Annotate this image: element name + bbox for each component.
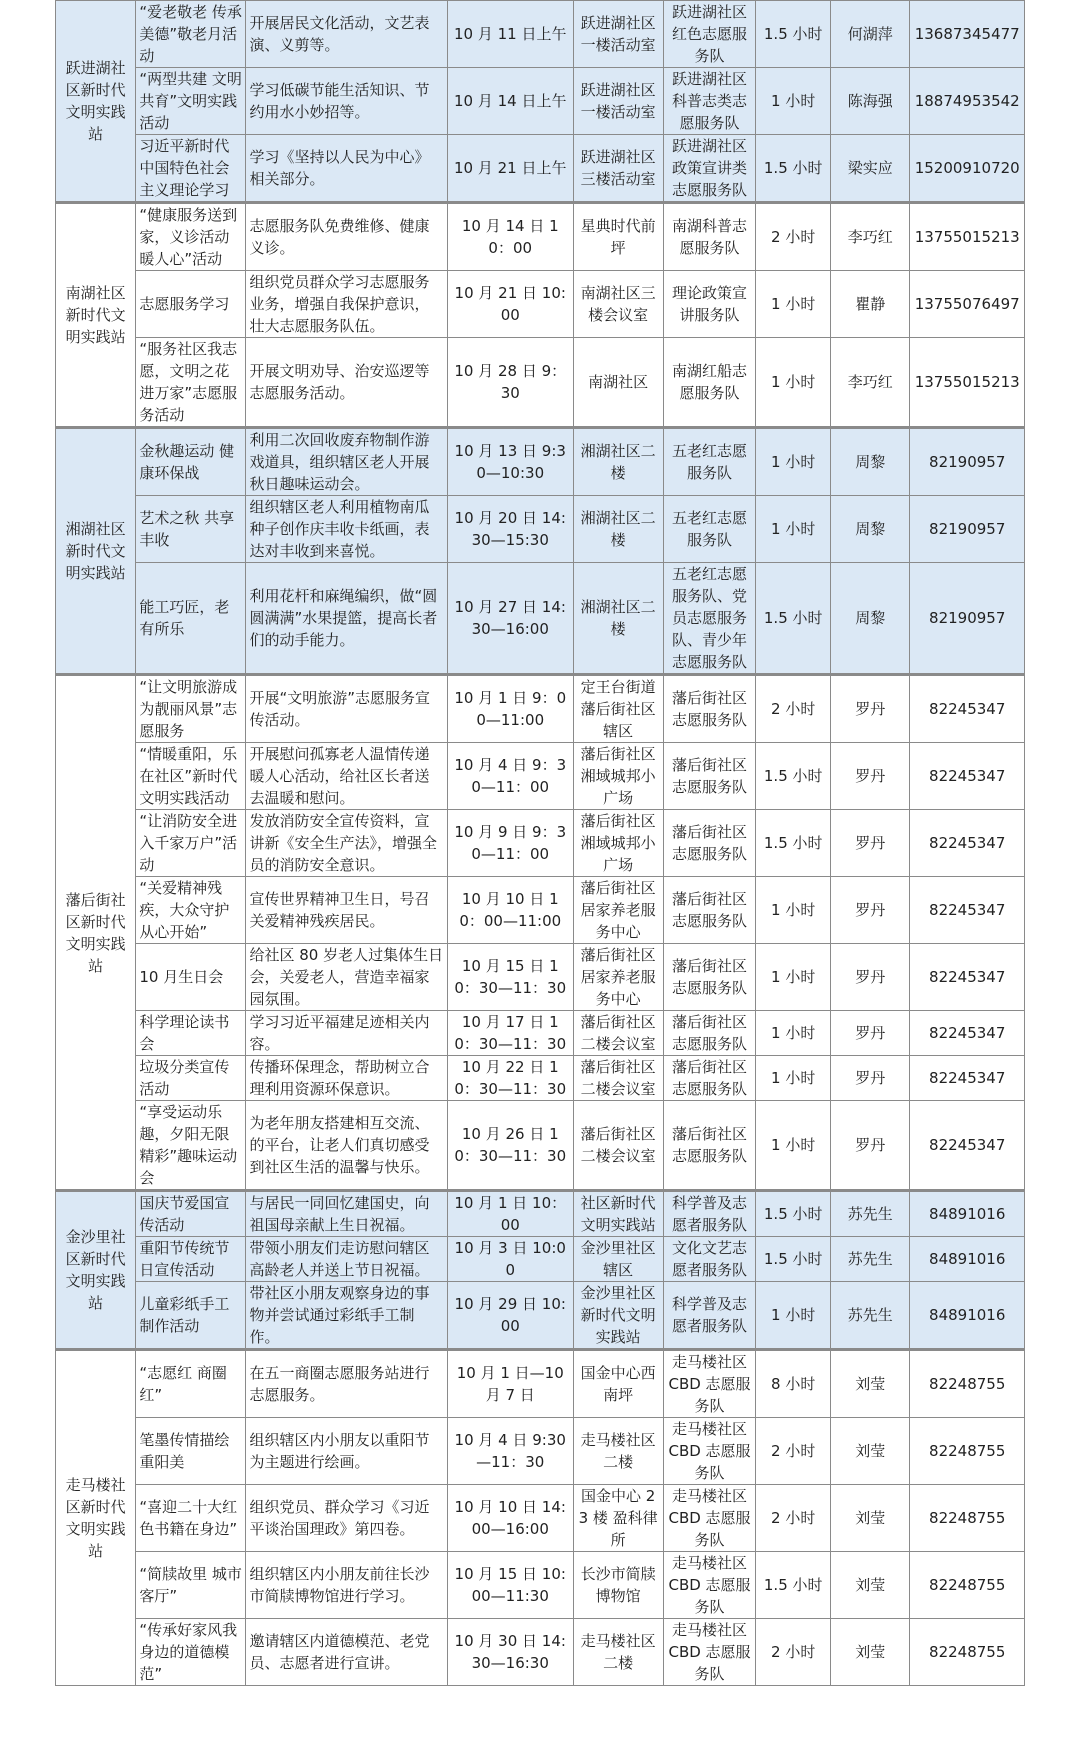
activity-time: 10 月 4 日 9:30—11：30 <box>447 1418 573 1485</box>
activity-content: 带社区小朋友观察身边的事物并尝试通过彩纸手工制作。 <box>246 1282 448 1350</box>
activity-place: 国金中心 23 楼 盈科律所 <box>573 1485 663 1552</box>
service-team: 藩后街社区志愿服务队 <box>663 1011 755 1056</box>
activity-duration: 1.5 小时 <box>756 135 831 203</box>
contact-phone: 15200910720 <box>910 135 1025 203</box>
contact-phone: 13755076497 <box>910 271 1025 338</box>
activity-duration: 1 小时 <box>756 1101 831 1191</box>
service-team: 跃进湖社区科普志类志愿服务队 <box>663 68 755 135</box>
activity-time: 10 月 28 日 9：30 <box>447 338 573 428</box>
contact-phone: 82245347 <box>910 1056 1025 1101</box>
activity-place: 藩后街社区二楼会议室 <box>573 1011 663 1056</box>
activity-name: 习近平新时代中国特色社会主义理论学习 <box>136 135 246 203</box>
table-row <box>56 1191 1025 1237</box>
service-team: 科学普及志愿者服务队 <box>663 1282 755 1350</box>
service-team: 科学普及志愿者服务队 <box>663 1191 755 1237</box>
contact-person: 罗丹 <box>831 743 910 810</box>
activity-time: 10 月 1 日 10：00 <box>447 1191 573 1237</box>
contact-person: 罗丹 <box>831 944 910 1011</box>
station-name: 南湖社区新时代文明实践站 <box>56 203 136 428</box>
table-row <box>56 1485 1025 1552</box>
activity-content: 组织辖区老人利用植物南瓜种子创作庆丰收卡纸画，表达对丰收到来喜悦。 <box>246 496 448 563</box>
table-row <box>56 1056 1025 1101</box>
service-team: 藩后街社区志愿服务队 <box>663 877 755 944</box>
activity-duration: 8 小时 <box>756 1350 831 1418</box>
station-name: 藩后街社区新时代文明实践站 <box>56 675 136 1191</box>
table-row <box>56 68 1025 135</box>
contact-person: 罗丹 <box>831 810 910 877</box>
contact-phone: 82245347 <box>910 1011 1025 1056</box>
activity-time: 10 月 15 日 10:00—11:30 <box>447 1552 573 1619</box>
activity-content: 学习低碳节能生活知识、节约用水小妙招等。 <box>246 68 448 135</box>
contact-phone: 84891016 <box>910 1191 1025 1237</box>
table-row <box>56 944 1025 1011</box>
contact-phone: 82245347 <box>910 877 1025 944</box>
activity-content: 给社区 80 岁老人过集体生日会，关爱老人，营造幸福家园氛围。 <box>246 944 448 1011</box>
activity-duration: 2 小时 <box>756 1418 831 1485</box>
activity-place: 藩后街社区二楼会议室 <box>573 1101 663 1191</box>
activity-content: 利用二次回收废弃物制作游戏道具，组织辖区老人开展秋日趣味运动会。 <box>246 428 448 496</box>
contact-phone: 18874953542 <box>910 68 1025 135</box>
activity-time: 10 月 20 日 14:30—15:30 <box>447 496 573 563</box>
activity-time: 10 月 30 日 14:30—16:30 <box>447 1619 573 1686</box>
activity-duration: 1 小时 <box>756 428 831 496</box>
contact-person: 陈海强 <box>831 68 910 135</box>
activity-time: 10 月 21 日 10:00 <box>447 271 573 338</box>
activity-duration: 1 小时 <box>756 496 831 563</box>
contact-person: 罗丹 <box>831 1011 910 1056</box>
activity-place: 藩后街社区居家养老服务中心 <box>573 877 663 944</box>
contact-phone: 82245347 <box>910 1101 1025 1191</box>
contact-phone: 82248755 <box>910 1552 1025 1619</box>
activity-content: 组织党员群众学习志愿服务业务，增强自我保护意识，壮大志愿服务队伍。 <box>246 271 448 338</box>
activity-content: 开展慰问孤寡老人温情传递暖人心活动，给社区长者送去温暖和慰问。 <box>246 743 448 810</box>
service-team: 理论政策宣讲服务队 <box>663 271 755 338</box>
service-team: 五老红志愿服务队、党员志愿服务队、青少年志愿服务队 <box>663 563 755 675</box>
activity-place: 国金中心西南坪 <box>573 1350 663 1418</box>
activity-time: 10 月 27 日 14:30—16:00 <box>447 563 573 675</box>
activity-content: 邀请辖区内道德模范、老党员、志愿者进行宣讲。 <box>246 1619 448 1686</box>
activity-place: 湘湖社区二楼 <box>573 496 663 563</box>
activity-name: 垃圾分类宣传活动 <box>136 1056 246 1101</box>
activity-place: 跃进湖社区一楼活动室 <box>573 68 663 135</box>
table-row <box>56 1 1025 68</box>
activity-time: 10 月 4 日 9：30—11：00 <box>447 743 573 810</box>
contact-phone: 82245347 <box>910 944 1025 1011</box>
activity-time: 10 月 29 日 10:00 <box>447 1282 573 1350</box>
table-row <box>56 1237 1025 1282</box>
activity-name: “志愿红 商圈红” <box>136 1350 246 1418</box>
contact-phone: 82190957 <box>910 428 1025 496</box>
contact-person: 周黎 <box>831 428 910 496</box>
contact-phone: 82245347 <box>910 675 1025 743</box>
activity-time: 10 月 10 日 14:00—16:00 <box>447 1485 573 1552</box>
activity-name: 重阳节传统节日宣传活动 <box>136 1237 246 1282</box>
activity-content: 为老年朋友搭建相互交流、的平台，让老人们真切感受到社区生活的温馨与快乐。 <box>246 1101 448 1191</box>
service-team: 南湖科普志愿服务队 <box>663 203 755 271</box>
table-row <box>56 810 1025 877</box>
activity-name: 志愿服务学习 <box>136 271 246 338</box>
contact-phone: 13755015213 <box>910 203 1025 271</box>
activity-name: “爱老敬老 传承美德”敬老月活动 <box>136 1 246 68</box>
activity-duration: 1 小时 <box>756 271 831 338</box>
contact-phone: 84891016 <box>910 1237 1025 1282</box>
station-name: 金沙里社区新时代文明实践站 <box>56 1191 136 1350</box>
service-team: 藩后街社区志愿服务队 <box>663 1101 755 1191</box>
activity-place: 定王台街道藩后街社区辖区 <box>573 675 663 743</box>
service-team: 走马楼社区 CBD 志愿服务队 <box>663 1552 755 1619</box>
service-team: 走马楼社区 CBD 志愿服务队 <box>663 1418 755 1485</box>
activity-content: 学习习近平福建足迹相关内容。 <box>246 1011 448 1056</box>
table-row <box>56 203 1025 271</box>
contact-person: 刘莹 <box>831 1552 910 1619</box>
activity-duration: 2 小时 <box>756 1619 831 1686</box>
activity-content: 志愿服务队免费维修、健康义诊。 <box>246 203 448 271</box>
activity-duration: 2 小时 <box>756 675 831 743</box>
activity-duration: 1 小时 <box>756 877 831 944</box>
table-row <box>56 877 1025 944</box>
activity-name: “关爱精神残疾，大众守护从心开始” <box>136 877 246 944</box>
activity-name: 金秋趣运动 健康环保战 <box>136 428 246 496</box>
table-row <box>56 563 1025 675</box>
contact-person: 苏先生 <box>831 1282 910 1350</box>
contact-phone: 82248755 <box>910 1485 1025 1552</box>
contact-phone: 82248755 <box>910 1619 1025 1686</box>
contact-person: 苏先生 <box>831 1237 910 1282</box>
activity-content: 开展文明劝导、治安巡逻等志愿服务活动。 <box>246 338 448 428</box>
table-row <box>56 675 1025 743</box>
activity-name: “健康服务送到家，义诊活动暖人心”活动 <box>136 203 246 271</box>
activity-time: 10 月 26 日 10：30—11：30 <box>447 1101 573 1191</box>
activity-place: 走马楼社区二楼 <box>573 1418 663 1485</box>
contact-person: 刘莹 <box>831 1418 910 1485</box>
activity-duration: 1 小时 <box>756 944 831 1011</box>
activity-content: 与居民一同回忆建国史，向祖国母亲献上生日祝福。 <box>246 1191 448 1237</box>
activity-name: “喜迎二十大红色书籍在身边” <box>136 1485 246 1552</box>
service-team: 藩后街社区志愿服务队 <box>663 675 755 743</box>
activity-name: “服务社区我志愿，文明之花进万家”志愿服务活动 <box>136 338 246 428</box>
contact-person: 周黎 <box>831 496 910 563</box>
contact-person: 李巧红 <box>831 338 910 428</box>
activity-content: 开展居民文化活动，文艺表演、义剪等。 <box>246 1 448 68</box>
activity-duration: 2 小时 <box>756 1485 831 1552</box>
contact-person: 周黎 <box>831 563 910 675</box>
activity-content: 在五一商圈志愿服务站进行志愿服务。 <box>246 1350 448 1418</box>
activity-time: 10 月 14 日上午 <box>447 68 573 135</box>
activity-name: 10 月生日会 <box>136 944 246 1011</box>
activity-name: 艺术之秋 共享丰收 <box>136 496 246 563</box>
activity-duration: 1 小时 <box>756 1056 831 1101</box>
activity-place: 长沙市简牍博物馆 <box>573 1552 663 1619</box>
activity-duration: 2 小时 <box>756 203 831 271</box>
activity-name: “情暖重阳，乐在社区”新时代文明实践活动 <box>136 743 246 810</box>
service-team: 跃进湖社区红色志愿服务队 <box>663 1 755 68</box>
activity-time: 10 月 1 日—10 月 7 日 <box>447 1350 573 1418</box>
activity-place: 跃进湖社区三楼活动室 <box>573 135 663 203</box>
table-row <box>56 338 1025 428</box>
activity-place: 湘湖社区二楼 <box>573 563 663 675</box>
activity-duration: 1.5 小时 <box>756 1 831 68</box>
activity-time: 10 月 1 日 9：00—11:00 <box>447 675 573 743</box>
contact-phone: 82190957 <box>910 496 1025 563</box>
table-row <box>56 428 1025 496</box>
contact-phone: 82245347 <box>910 810 1025 877</box>
service-team: 文化文艺志愿者服务队 <box>663 1237 755 1282</box>
table-row <box>56 496 1025 563</box>
service-team: 藩后街社区志愿服务队 <box>663 1056 755 1101</box>
activity-place: 社区新时代文明实践站 <box>573 1191 663 1237</box>
table-row <box>56 1101 1025 1191</box>
activity-duration: 1 小时 <box>756 1011 831 1056</box>
activity-place: 南湖社区 <box>573 338 663 428</box>
table-row <box>56 135 1025 203</box>
table-row <box>56 743 1025 810</box>
table-row <box>56 1011 1025 1056</box>
activity-time: 10 月 14 日 10：00 <box>447 203 573 271</box>
activity-name: 能工巧匠，老有所乐 <box>136 563 246 675</box>
activity-place: 金沙里社区新时代文明实践站 <box>573 1282 663 1350</box>
activity-time: 10 月 9 日 9：30—11：00 <box>447 810 573 877</box>
service-team: 走马楼社区 CBD 志愿服务队 <box>663 1485 755 1552</box>
activity-time: 10 月 22 日 10：30—11：30 <box>447 1056 573 1101</box>
contact-person: 刘莹 <box>831 1619 910 1686</box>
service-team: 走马楼社区 CBD 志愿服务队 <box>663 1350 755 1418</box>
activity-duration: 1 小时 <box>756 68 831 135</box>
contact-person: 刘莹 <box>831 1350 910 1418</box>
station-name: 湘湖社区新时代文明实践站 <box>56 428 136 675</box>
contact-person: 罗丹 <box>831 1101 910 1191</box>
activity-place: 南湖社区三楼会议室 <box>573 271 663 338</box>
contact-person: 罗丹 <box>831 675 910 743</box>
contact-phone: 82190957 <box>910 563 1025 675</box>
activity-name: “传承好家风我身边的道德模范” <box>136 1619 246 1686</box>
activity-duration: 1 小时 <box>756 1282 831 1350</box>
activity-time: 10 月 11 日上午 <box>447 1 573 68</box>
activity-duration: 1 小时 <box>756 338 831 428</box>
contact-person: 瞿静 <box>831 271 910 338</box>
service-team: 五老红志愿服务队 <box>663 496 755 563</box>
activity-duration: 1.5 小时 <box>756 1191 831 1237</box>
activity-place: 金沙里社区辖区 <box>573 1237 663 1282</box>
activity-content: 组织辖区内小朋友以重阳节为主题进行绘画。 <box>246 1418 448 1485</box>
schedule-table <box>55 0 1025 1686</box>
activity-place: 藩后街社区居家养老服务中心 <box>573 944 663 1011</box>
station-name: 跃进湖社区新时代文明实践站 <box>56 1 136 203</box>
contact-person: 罗丹 <box>831 1056 910 1101</box>
contact-person: 刘莹 <box>831 1485 910 1552</box>
activity-name: “简牍故里 城市客厅” <box>136 1552 246 1619</box>
activity-time: 10 月 3 日 10:00 <box>447 1237 573 1282</box>
table-row <box>56 1350 1025 1418</box>
activity-name: 国庆节爱国宣传活动 <box>136 1191 246 1237</box>
activity-content: 发放消防安全宣传资料，宣讲新《安全生产法》，增强全员的消防安全意识。 <box>246 810 448 877</box>
activity-name: 儿童彩纸手工制作活动 <box>136 1282 246 1350</box>
activity-content: 学习《坚持以人民为中心》相关部分。 <box>246 135 448 203</box>
activity-content: 组织党员、群众学习《习近平谈治国理政》第四卷。 <box>246 1485 448 1552</box>
activity-content: 开展“文明旅游”志愿服务宣传活动。 <box>246 675 448 743</box>
service-team: 藩后街社区志愿服务队 <box>663 944 755 1011</box>
contact-person: 李巧红 <box>831 203 910 271</box>
service-team: 藩后街社区志愿服务队 <box>663 743 755 810</box>
table-row <box>56 1619 1025 1686</box>
activity-place: 藩后街社区湘域城邦小广场 <box>573 810 663 877</box>
contact-phone: 82245347 <box>910 743 1025 810</box>
activity-place: 跃进湖社区一楼活动室 <box>573 1 663 68</box>
activity-time: 10 月 21 日上午 <box>447 135 573 203</box>
activity-place: 藩后街社区湘域城邦小广场 <box>573 743 663 810</box>
contact-phone: 13687345477 <box>910 1 1025 68</box>
activity-name: “两型共建 文明共育”文明实践活动 <box>136 68 246 135</box>
activity-content: 宣传世界精神卫生日，号召关爱精神残疾居民。 <box>246 877 448 944</box>
activity-content: 带领小朋友们走访慰问辖区高龄老人并送上节日祝福。 <box>246 1237 448 1282</box>
service-team: 五老红志愿服务队 <box>663 428 755 496</box>
activity-content: 利用花杆和麻绳编织，做“圆圆满满”水果提篮，提高长者们的动手能力。 <box>246 563 448 675</box>
contact-person: 苏先生 <box>831 1191 910 1237</box>
activity-place: 走马楼社区二楼 <box>573 1619 663 1686</box>
contact-phone: 82248755 <box>910 1350 1025 1418</box>
contact-phone: 84891016 <box>910 1282 1025 1350</box>
service-team: 南湖红船志愿服务队 <box>663 338 755 428</box>
activity-name: 科学理论读书会 <box>136 1011 246 1056</box>
contact-phone: 82248755 <box>910 1418 1025 1485</box>
contact-person: 梁实应 <box>831 135 910 203</box>
contact-phone: 13755015213 <box>910 338 1025 428</box>
table-row <box>56 1552 1025 1619</box>
activity-time: 10 月 15 日 10：30—11：30 <box>447 944 573 1011</box>
activity-duration: 1.5 小时 <box>756 1237 831 1282</box>
activity-time: 10 月 10 日 10：00—11:00 <box>447 877 573 944</box>
station-name: 走马楼社区新时代文明实践站 <box>56 1350 136 1686</box>
table-row <box>56 1418 1025 1485</box>
contact-person: 何湖萍 <box>831 1 910 68</box>
activity-time: 10 月 17 日 10：30—11：30 <box>447 1011 573 1056</box>
service-team: 藩后街社区志愿服务队 <box>663 810 755 877</box>
activity-name: “享受运动乐趣，夕阳无限精彩”趣味运动会 <box>136 1101 246 1191</box>
activity-duration: 1.5 小时 <box>756 743 831 810</box>
table-row <box>56 1282 1025 1350</box>
service-team: 跃进湖社区政策宣讲类志愿服务队 <box>663 135 755 203</box>
activity-duration: 1.5 小时 <box>756 1552 831 1619</box>
activity-place: 湘湖社区二楼 <box>573 428 663 496</box>
activity-content: 组织辖区内小朋友前往长沙市简牍博物馆进行学习。 <box>246 1552 448 1619</box>
activity-content: 传播环保理念，帮助树立合理利用资源环保意识。 <box>246 1056 448 1101</box>
activity-name: 笔墨传情描绘重阳美 <box>136 1418 246 1485</box>
activity-time: 10 月 13 日 9:30—10:30 <box>447 428 573 496</box>
service-team: 走马楼社区 CBD 志愿服务队 <box>663 1619 755 1686</box>
table-row <box>56 271 1025 338</box>
activity-schedule <box>55 0 1025 1686</box>
activity-name: “让文明旅游成为靓丽风景”志愿服务 <box>136 675 246 743</box>
activity-duration: 1.5 小时 <box>756 810 831 877</box>
contact-person: 罗丹 <box>831 877 910 944</box>
activity-place: 星典时代前坪 <box>573 203 663 271</box>
activity-duration: 1.5 小时 <box>756 563 831 675</box>
activity-place: 藩后街社区二楼会议室 <box>573 1056 663 1101</box>
activity-name: “让消防安全进入千家万户”活动 <box>136 810 246 877</box>
